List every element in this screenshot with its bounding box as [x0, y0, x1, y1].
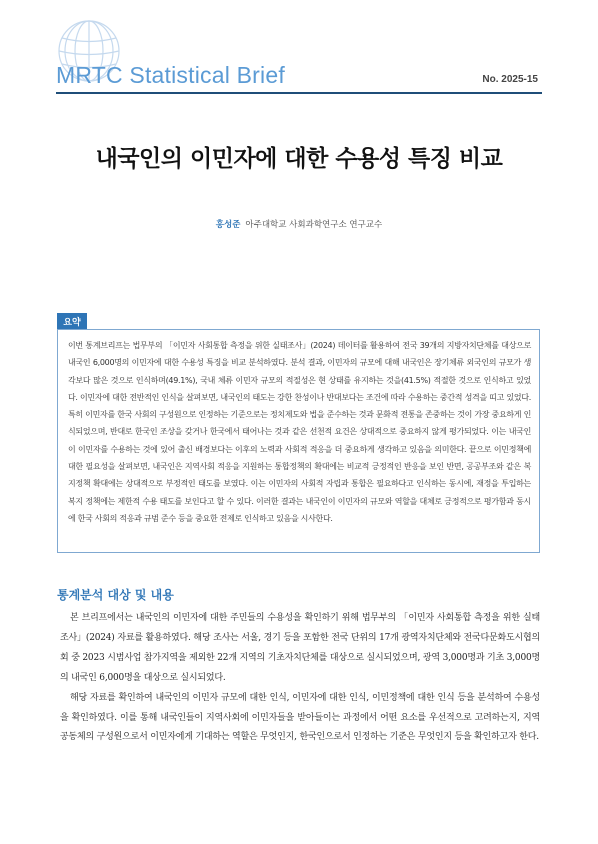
- brand-title: MRTC Statistical Brief: [56, 62, 285, 88]
- issue-number: No. 2025-15: [482, 74, 538, 85]
- author-name: 홍성준: [215, 220, 241, 230]
- author-affiliation: 아주대학교 사회과학연구소 연구교수: [245, 220, 383, 230]
- author-line: [0, 218, 598, 230]
- body-paragraph: 본 브리프에서는 내국인의 이민자에 대한 주민들의 수용성을 확인하기 위해 법무부의 「이민자 사회통합 측정을 위한 실태조사」(2024) 자료를 활용하였다. 해당 조사는 서울, 경기 등을 포함한 전국 단위의 17개 광역자치단체와 전국다문화도시협의회 중 2023 시범사업 참가지역을 제외한 22개 지역의 기초자치단체를 대상으로 실시되었으며, 광역 3,000명과 기초 3,000명의 내국인 6,000명을 대상으로 실시되었다.: [60, 613, 540, 683]
- section-body: [60, 609, 540, 748]
- body-paragraph: 해당 자료를 확인하여 내국인의 이민자 규모에 대한 인식, 이민자에 대한 인식, 이민정책에 대한 인식 등을 분석하여 수용성을 확인하였다. 이를 통해 내국인들이 지역사회에 이민자들을 받아들이는 과정에서 어떤 요소를 우선적으로 고려하는지, 지역 공동체의 구성원으로서 이민자에게 기대하는 역할은 무엇인지, 한국인으로서 인정하는 기준은 무엇인지 등을 확인하고자 한다.: [60, 692, 540, 743]
- summary-label: 요약: [57, 313, 87, 329]
- section-heading: 통계분석 대상 및 내용: [57, 588, 174, 602]
- page-title: 내국인의 이민자에 대한 수용성 특징 비교: [95, 146, 503, 172]
- summary-text: 이번 통계브리프는 법무부의 「이민자 사회통합 측정을 위한 실태조사」(2024) 데이터를 활용하여 전국 39개의 지방자치단체를 대상으로 내국인 6,000명의 이민자에 대한 수용성 특징을 비교 분석하였다. 분석 결과, 이민자의 규모에 대해 내국인은 장기체류 외국인의 규모가 생각보다 많은 것으로 인식하며(49.1%), 국내 체류 이민자 규모의 적절성은 현 상태를 유지하는 것을(41.5%) 적절한 것으로 인식하고 있었다. 이민자에 대한 전반적인 인식을 살펴보면, 내국인의 태도는 강한 찬성이나 반대보다는 조건에 따라 수용하는 중간적 성격을 띠고 있었다. 특히 이민자를 한국 사회의 구성원으로 인정하는 기준으로는 정치제도와 법을 준수하는 것과 문화적 전통을 존중하는 것이 가장 중요하게 인식되었으며, 반대로 한국인 조상을 갖거나 한국에서 태어나는 것과 같은 선천적 요건은 상대적으로 중요하지 않게 평가되었다. 이는 내국인이 이민자를 수용하는 것에 있어 출신 배경보다는 이후의 노력과 사회적 적응을 더 중요하게 생각하고 있음을 의미한다. 끝으로 이민정책에 대한 필요성을 살펴보면, 내국인은 지역사회 적응을 지원하는 통합정책의 확대에는 비교적 긍정적인 반응을 보인 반면, 공공부조와 같은 복지정책 확대에는 상대적으로 부정적인 태도를 보였다. 이는 이민자의 사회적 자립과 통합은 필요하다고 인식하는 동시에, 재정을 투입하는 복지 정책에는 제한적 수용 태도를 보인다고 할 수 있다. 이러한 결과는 내국인이 이민자의 규모와 역할을 대체로 긍정적으로 평가함과 동시에 한국 사회의 적응과 규범 준수 등을 중요한 전제로 인식하고 있음을 시사한다.: [68, 341, 531, 523]
- header-divider: [56, 92, 542, 94]
